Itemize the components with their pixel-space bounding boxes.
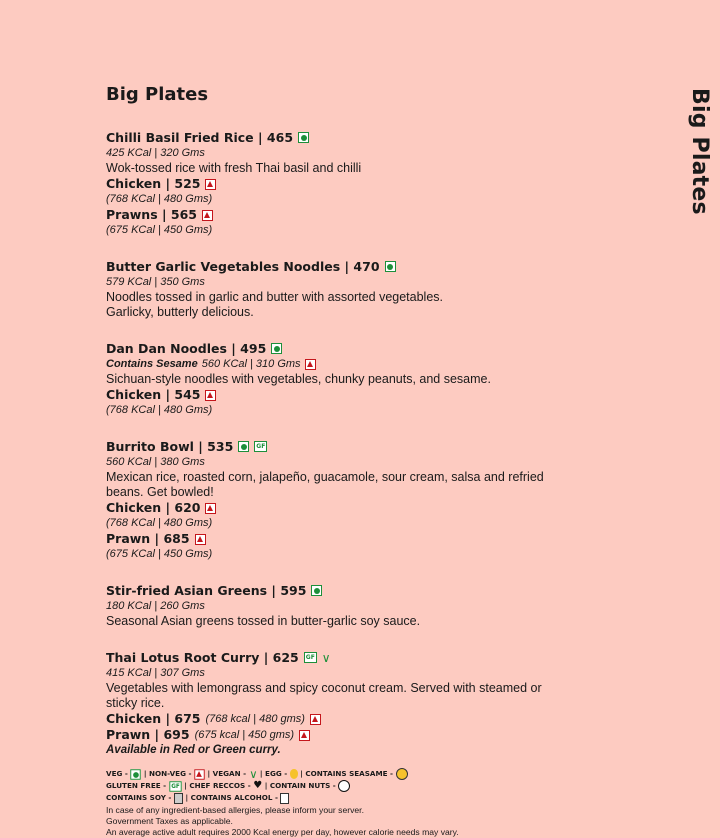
variant-name: Prawns | 565 [106, 207, 198, 222]
gluten-free-icon: GF [170, 782, 180, 790]
variant-meta: (675 KCal | 450 Gms) [106, 548, 213, 560]
item-name: Burrito Bowl | 535 [106, 439, 234, 454]
item-name: Dan Dan Noodles | 495 [106, 341, 267, 356]
gluten-free-icon: GF [256, 443, 266, 450]
gluten-free-icon: GF [305, 654, 315, 661]
variant-name: Chicken | 620 [106, 500, 201, 515]
item-meta: 415 KCal | 307 Gms [106, 667, 205, 679]
menu-page [106, 84, 556, 838]
nut-icon [338, 780, 350, 792]
veg-icon [385, 261, 396, 272]
variant-name: Chicken | 545 [106, 387, 201, 402]
nonveg-icon [205, 179, 216, 190]
menu-item [106, 438, 556, 562]
nonveg-icon [305, 359, 316, 370]
variant-meta: (768 KCal | 480 Gms) [106, 517, 213, 529]
egg-icon [290, 769, 298, 779]
sesame-icon [396, 768, 408, 780]
alcohol-icon [280, 793, 289, 804]
variant-meta: (675 KCal | 450 Gms) [106, 224, 213, 236]
variant-meta: (675 kcal | 450 gms) [194, 729, 295, 741]
item-name: Butter Garlic Vegetables Noodles | 470 [106, 259, 380, 274]
item-description: Wok-tossed rice with fresh Thai basil and chilli [106, 161, 362, 175]
variant-meta: (768 KCal | 480 Gms) [106, 404, 213, 416]
menu-item [106, 340, 556, 418]
item-name: Thai Lotus Root Curry | 625 [106, 650, 299, 665]
veg-icon [298, 132, 309, 143]
item-meta: 579 KCal | 350 Gms [106, 276, 205, 288]
veg-icon [311, 585, 322, 596]
soy-icon [174, 793, 183, 804]
allergy-note: In case of any ingredient-based allergies, please inform your server. [106, 805, 364, 815]
variant-name: Chicken | 525 [106, 176, 201, 191]
menu-item [106, 129, 556, 238]
calorie-note: An average active adult requires 2000 Kcal energy per day, however calorie needs may vary. [106, 827, 459, 837]
variant-name: Prawn | 695 [106, 727, 190, 742]
item-description: Sichuan-style noodles with vegetables, chunky peanuts, and sesame. [106, 372, 491, 386]
nonveg-icon [205, 390, 216, 401]
side-title: Big Plates [687, 88, 712, 215]
item-meta: Contains Sesame 560 KCal | 310 Gms [106, 357, 556, 372]
item-description: Garlicky, butterly delicious. [106, 305, 254, 319]
variant-name: Chicken | 675 [106, 711, 201, 726]
item-meta: 560 KCal | 380 Gms [106, 456, 205, 468]
page-title: Big Plates [106, 84, 209, 105]
nonveg-icon [195, 534, 206, 545]
vegan-icon: ∨ [321, 650, 331, 665]
vegan-icon: ∨ [248, 767, 258, 781]
item-description: Noodles tossed in garlic and butter with assorted vegetables. [106, 290, 443, 304]
item-description: Seasonal Asian greens tossed in butter-garlic soy sauce. [106, 614, 421, 628]
item-name: Stir-fried Asian Greens | 595 [106, 583, 307, 598]
item-description: Vegetables with lemongrass and spicy coconut cream. Served with steamed or sticky rice. [106, 681, 542, 710]
variant-meta: (768 KCal | 480 Gms) [106, 193, 213, 205]
availability-note: Available in Red or Green curry. [106, 744, 281, 756]
veg-icon [271, 343, 282, 354]
nonveg-icon [205, 503, 216, 514]
dietary-legend: VEG - | NON-VEG - | VEGAN - ∨ | EGG - | CONTAINS SEASAME - GLUTEN FREE - GF | CHEF RECCOS - ♥ | CONTAIN NUTS - CONTAINS SOY - | CONTAINS ALCOHOL - [106, 768, 556, 804]
nonveg-icon [194, 769, 204, 779]
nonveg-icon [202, 210, 213, 221]
variant-meta: (768 kcal | 480 gms) [205, 713, 305, 725]
menu-item [106, 582, 556, 629]
nonveg-icon [299, 730, 310, 741]
nonveg-icon [310, 714, 321, 725]
tax-note: Government Taxes as applicable. [106, 816, 233, 826]
menu-item [106, 649, 556, 758]
allergen-note: Contains Sesame [106, 358, 198, 370]
item-meta: 425 KCal | 320 Gms [106, 147, 205, 159]
heart-icon: ♥ [253, 780, 263, 791]
veg-icon [131, 769, 141, 779]
item-description: Mexican rice, roasted corn, jalapeño, guacamole, sour cream, salsa and refried beans. Get bowled! [106, 470, 544, 499]
menu-item [106, 258, 556, 320]
veg-icon [238, 441, 249, 452]
item-name: Chilli Basil Fried Rice | 465 [106, 130, 294, 145]
variant-name: Prawn | 685 [106, 531, 190, 546]
item-meta: 180 KCal | 260 Gms [106, 600, 205, 612]
footnotes [106, 805, 556, 838]
